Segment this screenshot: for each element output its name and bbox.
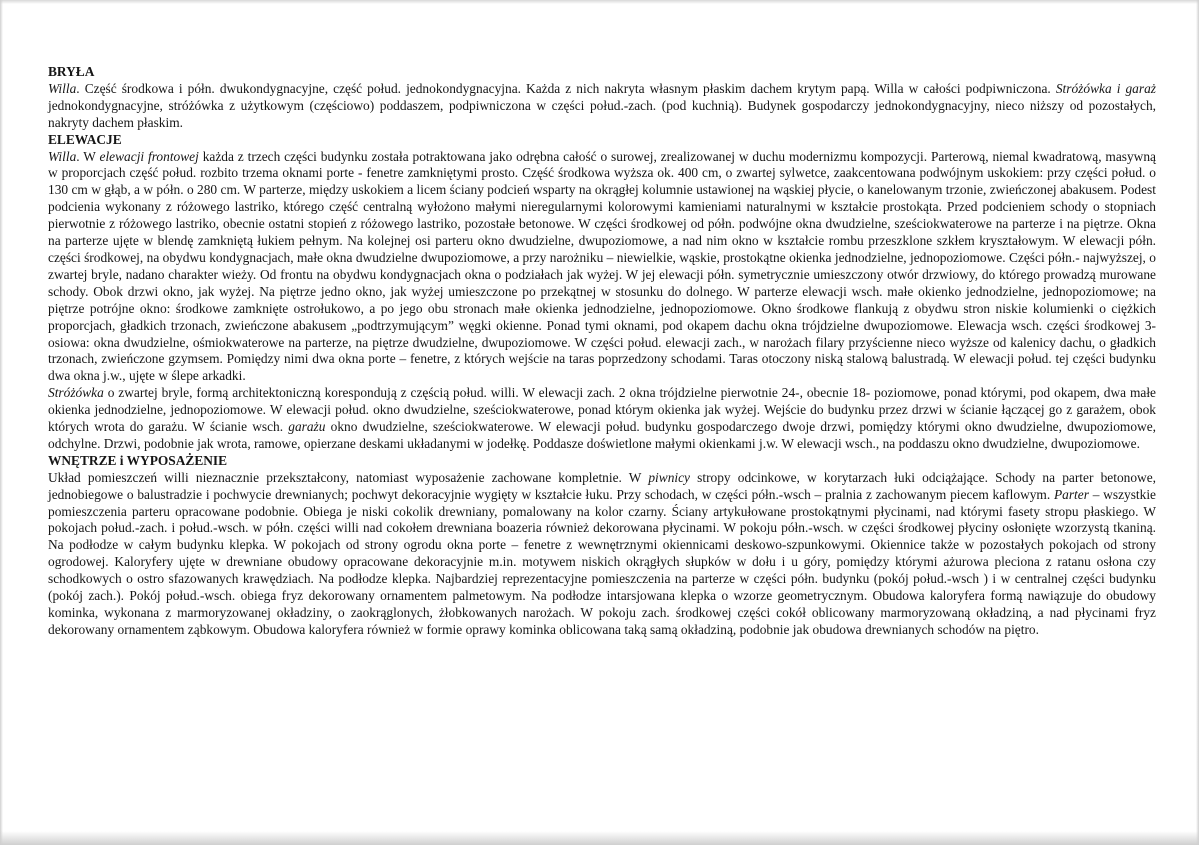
paragraph-text: – wszystkie pomieszczenia parteru opracowane podobnie. Obiega je niski cokolik drewniany, pomalowany na kolor czarny. Ściany artykułowane prostokątnymi płycinami, nad którymi fasety stropu płaskiego. W pokojach połud.-zach. i połud.-wsch. w półn. części willi nad cokołem drewniana boazeria również dekorowana płycinami. W pokoju półn.-wsch. w części środkowej płyciny osłonięte wzorzystą tkaniną. Na podłodze w całym budynku klepka. W pokojach od strony ogrodu okna porte – fenetre z wewnętrznymi okiennicami deskowo-szpunkowymi. Okiennice także w pozostałych pokojach od strony ogrodowej. Kaloryfery ujęte w drewniane obudowy opracowane dekoracyjnie m.in. motywem niskich okrągłych słupków w dołu i u góry, pomiędzy którymi ażurowa pleciona z ratanu osłona czy schodkowych o ostro sfazowanych krawędziach. Na podłodze klepka. Najbardziej reprezentacyjne pomieszczenia na parterze w części półn. budynku (pokój połud.-wsch ) i w centralnej części budynku (pokój zach.). Pokój połud.-wsch. obiega fryz dekorowany ornamentem palmetowym. Na podłodze intarsjowana klepka o wzorze geometrycznym. Obudowa kaloryfera formą nawiązuje do obudowy kominka, wykonana z marmoryzowanej okładziny, o zaokrąglonych, żłobkowanych narożach. W pokoju zach. środkowej części cokół oblicowany marmoryzowaną okładziną, a nad płycinami fryz dekorowany ornamentem ząbkowym. Obudowa kaloryfera również w formie oprawy kominka oblicowana taką samą okładziną, podobnie jak obudowa drewnianych schodów na piętro. [48,486,1156,637]
paragraph-text: jednokondygnacyjne, stróżówka z użytkowym (częściowo) poddaszem, podpiwniczona w części połud.-zach. (pod kuchnią). Budynek gospodarczy jednokondygnacyjny, nieco niższy od pozostałych, nakryty dachem płaskim. [48,97,1156,130]
paragraph-text: każda z trzech części budynku została potraktowana jako odrębna całość o surowej, zrealizowanej w duchu modernizmu kompozycji. Parterową, niemal kwadratową, masywną w proporcjach część połud. rozbito trzema oknami porte - fenetre zamkniętymi prosto. Część środkowa wyższa ok. 400 cm, o zwartej sylwetce, zaakcentowana podwójnym uskokiem: przy części połud. o 130 cm w głąb, a w półn. o 280 cm. W parterze, między uskokiem a licem ściany podcień wsparty na okrągłej kolumnie ustawionej na wąskiej płycie, o kanelowanym trzonie, zwieńczonej abakusem. Podest podcienia wykonany z różowego lastriko, którego część centralną wyłożono małymi nieregularnymi kolorowymi kamieniami naturalnymi w kształcie prostokąta. Przed podcieniem schody o stopniach pierwotnie z różowego lastriko, obecnie ostatni stopień z różowego lastriko, pozostałe betonowe. W części środkowej od półn. podwójne okna dwudzielne, sześciokwaterowe na parterze i na piętrze. Okna na parterze ujęte w blendę zamkniętą łukiem pełnym. Na kolejnej osi parteru okno dwudzielne, dwupoziomowe, a nad nim okno w kształcie rombu przeszklone szkłem kryształowym. W elewacji półn. części środkowej, na obydwu kondygnacjach, małe okna dwudzielne dwupoziomowe, a przy narożniku – niewielkie, wąskie, prostokątne okienka jednodzielne, jednopoziomowe. Części półn.- najwyższej, o zwartej bryle, nadano charakter wieży. Od frontu na obydwu kondygnacjach okna o podziałach jak wyżej. W jej elewacji półn. symetrycznie umieszczony otwór drzwiowy, do którego prowadzą murowane schody. Obok drzwi okno, jak wyżej. Na piętrze jedno okno, jak wyżej umieszczone po przekątnej w stosunku do dolnego. W parterze elewacji wsch. małe okienko jednodzielne, jednopoziomowe; na piętrze potrójne okno: środkowe zamknięte ostrołukowo, a po jego obu stronach małe okienka jednodzielne, jednopoziomowe. Okno środkowe flankują z obydwu stron niskie kolumienki o ciężkich proporcjach, gładkich trzonach, zwieńczone abakusem „podtrzymującym” węgki okienne. Ponad tymi oknami, pod okapem dachu okna trójdzielne dwupoziomowe. Elewacja wsch. części środkowej 3-osiowa: okna dwudzielne, ośmiokwaterowe na parterze, na piętrze dwudzielne, dwupoziomowe. W części połud. elewacji zach., w narożach filary przyścienne nieco wyższe od kalenicy dachu, o gładkich trzonach, zwieńczone gzymsem. Pomiędzy nimi dwa okna porte – fenetre, z których wejście na taras poprzedzony schodami. Taras otoczony niską stalową balustradą. W elewacji połud. tej części budynku dwa okna j.w., ujęte w ślepe arkadki. [48,148,1156,384]
paragraph-text: Układ pomieszczeń willi nieznacznie przekształcony, natomiast wyposażenie zachowane kompletnie. W [48,469,649,485]
heading-wnetrze: WNĘTRZE i WYPOSAŻENIE [48,452,228,468]
italic-term: Willa [48,148,77,164]
paragraph-text: o zwartej bryle, formą architektoniczną korespondują z częścią połud. willi. W elewacji zach. 2 okna trójdzielne pierwotnie 24-, obecnie 18- poziomowe, ponad którymi, pod okapem, dwa małe okienka jednodzielne, jednopoziomowe. W elewacji połud. okno dwudzielne, sześciokwaterowe, ponad którym okienka jak wyżej. Wejście do budynku przez drzwi w ścianie łączącej go z garażem, obok których wrota do garażu. W ścianie wsch. [48,385,1156,435]
italic-term: elewacji frontowej [99,148,199,164]
italic-term: Stróżówka [48,385,104,401]
paragraph-text: . W [76,148,100,164]
paragraph-elewacje-strozowka [48,385,1156,453]
document-page [48,64,1156,639]
italic-term: Stróżówka i garaż [1055,80,1156,96]
section-elewacje [48,132,1156,453]
paragraph-bryla [48,81,1156,132]
italic-term: Parter [1053,486,1089,502]
italic-term: Willa [48,80,77,96]
scan-edge-bottom [0,831,1199,845]
paragraph-wnetrze [48,470,1156,639]
italic-term: piwnicy [648,469,690,485]
section-wnetrze [48,453,1156,639]
heading-elewacje: ELEWACJE [48,131,122,147]
paragraph-elewacje-willa [48,149,1156,386]
paragraph-text: stropy odcinkowe, w korytarzach łuki odciążające. Schody na parter betonowe, jednobiegowe o balustradzie i pochwycie drewnianych; pochwyt dekoracyjnie wygięty w kształcie łuku. Przy schodach, w części półn.-wsch – pralnia z zachowanym piecem kaflowym. [48,469,1156,502]
scan-edge-top [0,0,1199,4]
section-bryla [48,64,1156,132]
italic-term: garażu [288,419,326,435]
heading-bryla: BRYŁA [48,64,95,79]
paragraph-text: . Część środkowa i półn. dwukondygnacyjne, część połud. jednokondygnacyjna. Każda z nich nakryta własnym płaskim dachem krytym papą. Willa w całości podpiwniczona. [76,80,1056,96]
scan-edge-left [0,0,3,845]
paragraph-text: okno dwudzielne, sześciokwaterowe. W elewacji połud. budynku gospodarczego dwoje drzwi, pomiędzy którymi okno dwudzielne, dwupoziomowe, odchylne. Drzwi, podobnie jak wrota, ramowe, opierzane deskami układanymi w jodełkę. Poddasze doświetlone małymi okienkami j.w. W elewacji wsch., na poddaszu okno dwudzielne, dwupoziomowe. [48,419,1156,451]
